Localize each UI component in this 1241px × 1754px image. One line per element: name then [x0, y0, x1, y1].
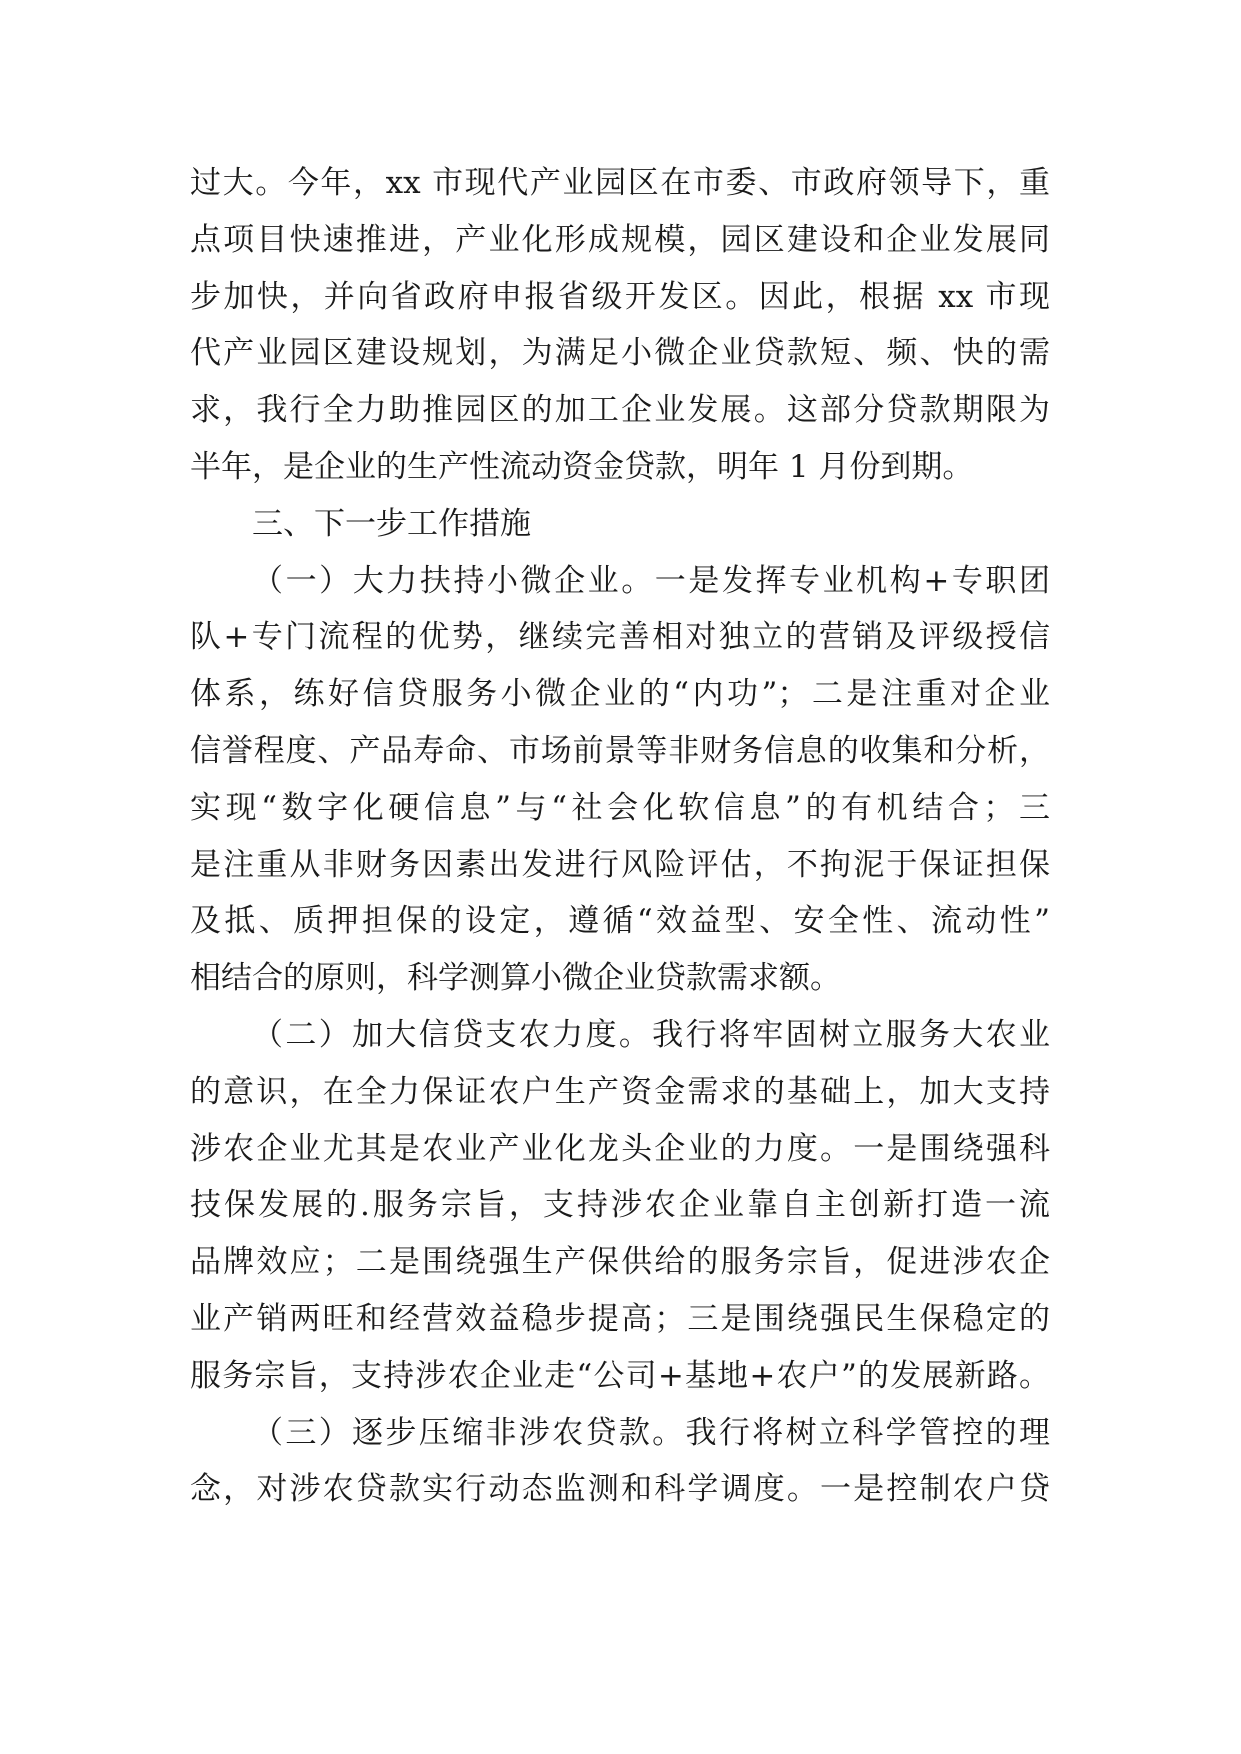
text-line: 技保发展的.服务宗旨，支持涉农企业靠自主创新打造一流 — [190, 1187, 1050, 1224]
text-line: （二）加大信贷支农力度。我行将牢固树立服务大农业 — [252, 1016, 1050, 1053]
text-line: 求，我行全力助推园区的加工企业发展。这部分贷款期限为 — [190, 392, 1050, 429]
text-line: （一）大力扶持小微企业。一是发挥专业机构+专职团 — [252, 562, 1050, 599]
text-line: 品牌效应；二是围绕强生产保供给的服务宗旨，促进涉农企 — [190, 1244, 1050, 1281]
text-line: 队+专门流程的优势，继续完善相对独立的营销及评级授信 — [190, 619, 1050, 656]
document-body — [190, 155, 1050, 1518]
text-line: 是注重从非财务因素出发进行风险评估，不拘泥于保证担保 — [190, 846, 1050, 883]
text-line: 的意识，在全力保证农户生产资金需求的基础上，加大支持 — [190, 1073, 1050, 1110]
text-line: 三、下一步工作措施 — [252, 505, 531, 542]
text-line: 过大。今年，xx 市现代产业园区在市委、市政府领导下，重 — [190, 165, 1050, 201]
text-line: 业产销两旺和经营效益稳步提高；三是围绕强民生保稳定的 — [190, 1300, 1050, 1337]
text-line: 涉农企业尤其是农业产业化龙头企业的力度。一是围绕强科 — [190, 1130, 1050, 1167]
text-line: 点项目快速推进，产业化形成规模，园区建设和企业发展同 — [190, 221, 1050, 258]
text-line: 代产业园区建设规划，为满足小微企业贷款短、频、快的需 — [190, 335, 1050, 372]
text-line: 半年，是企业的生产性流动资金贷款，明年 1 月份到期。 — [190, 448, 974, 485]
text-line: 相结合的原则，科学测算小微企业贷款需求额。 — [190, 960, 841, 997]
text-line: 及抵、质押担保的设定，遵循“效益型、安全性、流动性” — [190, 903, 1050, 940]
text-line: 念，对涉农贷款实行动态监测和科学调度。一是控制农户贷 — [190, 1471, 1050, 1508]
text-line: （三）逐步压缩非涉农贷款。我行将树立科学管控的理 — [252, 1414, 1050, 1451]
text-line: 信誉程度、产品寿命、市场前景等非财务信息的收集和分析， — [190, 732, 1050, 769]
text-line: 步加快，并向省政府申报省级开发区。因此，根据 xx 市现 — [190, 278, 1050, 315]
text-line: 体系，练好信贷服务小微企业的“内功”；二是注重对企业 — [190, 676, 1050, 713]
text-line: 服务宗旨，支持涉农企业走“公司+基地+农户”的发展新路。 — [190, 1357, 1050, 1394]
text-line: 实现“数字化硬信息”与“社会化软信息”的有机结合；三 — [190, 789, 1050, 826]
